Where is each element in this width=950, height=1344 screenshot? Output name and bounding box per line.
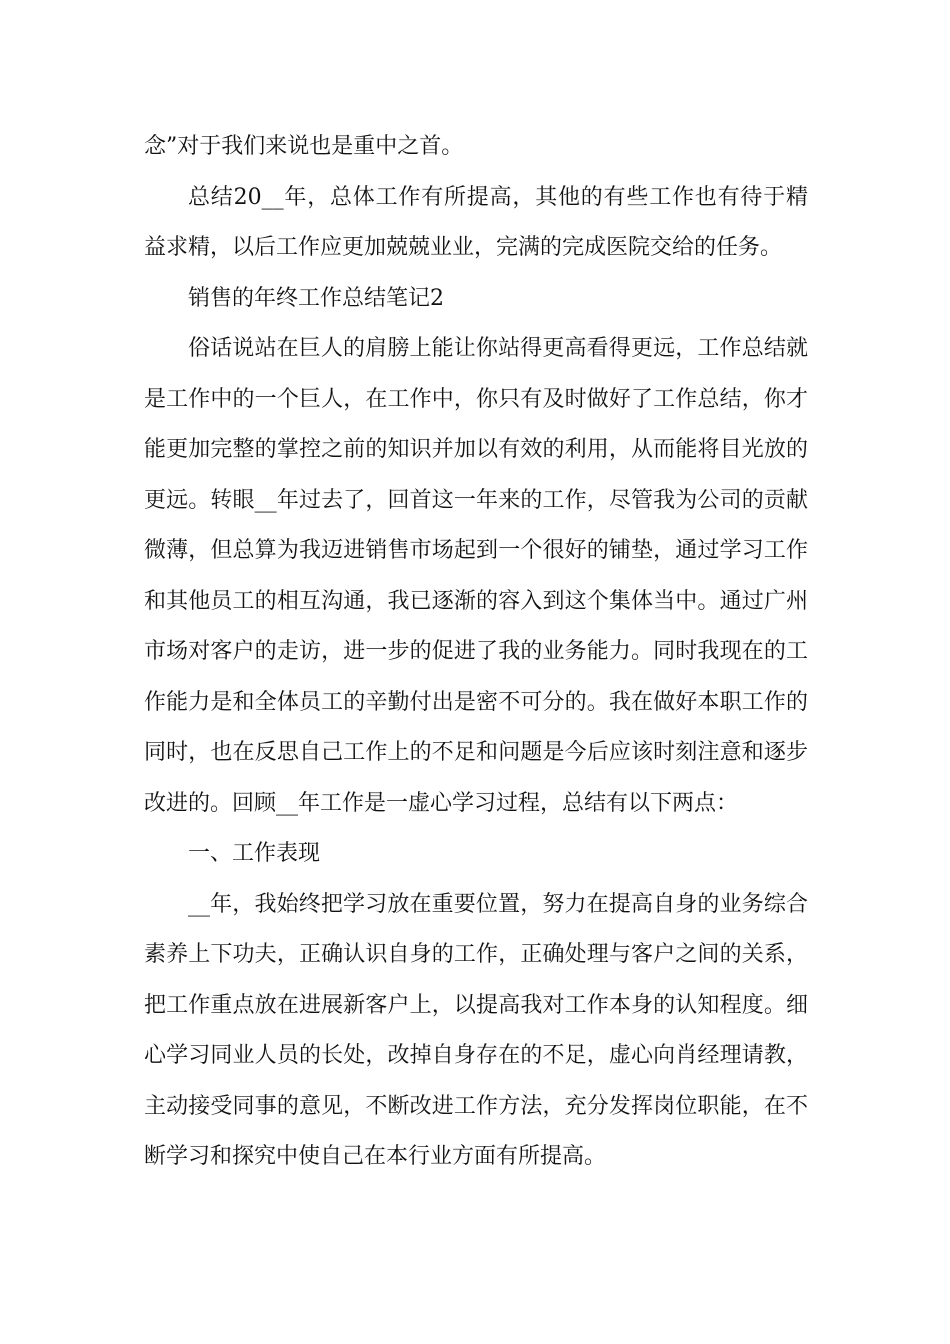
section-title: 销售的年终工作总结笔记2 [188, 285, 444, 311]
paragraph-work-performance: __年，我始终把学习放在重要位置，努力在提高自身的业务综合素养上下功夫，正确认识自身的工作，正确处理与客户之间的关系，把工作重点放在进展新客户上，以提高我对工作本身的认知程度。细心学习同业人员的长处，改掉自身存在的不足，虚心向肖经理请教，主动接受同事的意见，不断改进工作方法，充分发挥岗位职能，在不断学习和探究中使自己在本行业方面有所提高。 [144, 891, 808, 1169]
paragraph-continuation: 念”对于我们来说也是重中之首。 [144, 134, 464, 159]
paragraph-summary: 总结20__年，总体工作有所提高，其他的有些工作也有待于精益求精，以后工作应更加兢兢业业，完满的完成医院交给的任务。 [144, 184, 808, 260]
document-body [144, 122, 808, 1183]
paragraph-intro: 俗话说站在巨人的肩膀上能让你站得更高看得更远，工作总结就是工作中的一个巨人，在工作中，你只有及时做好了工作总结，你才能更加完整的掌控之前的知识并加以有效的利用，从而能将目光放的更远。转眼__年过去了，回首这一年来的工作，尽管我为公司的贡献微薄，但总算为我迈进销售市场起到一个很好的铺垫，通过学习工作和其他员工的相互沟通，我已逐渐的容入到这个集体当中。通过广州市场对客户的走访，进一步的促进了我的业务能力。同时我现在的工作能力是和全体员工的辛勤付出是密不可分的。我在做好本职工作的同时，也在反思自己工作上的不足和问题是今后应该时刻注意和逐步改进的。回顾__年工作是一虚心学习过程，总结有以下两点： [144, 336, 808, 816]
section-heading-work-performance: 一、工作表现 [188, 841, 321, 866]
